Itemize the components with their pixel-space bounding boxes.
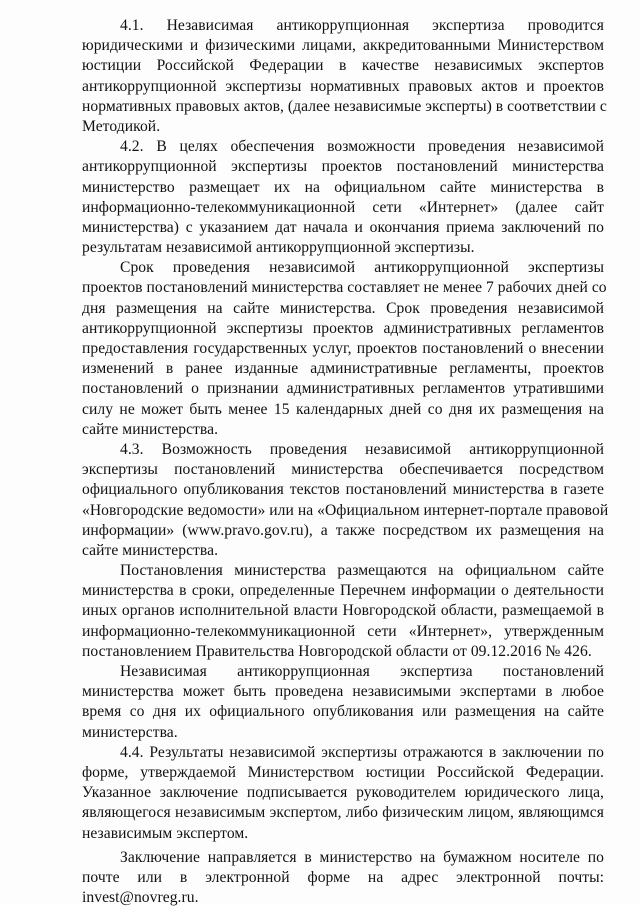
- email-address[interactable]: invest@novreg.ru.: [82, 889, 199, 907]
- text-line: министерства) с указанием дат начала и окончания приема заключений по: [82, 218, 604, 236]
- paragraph-zaklyuchenie: [82, 848, 604, 908]
- text-line: юстиции Российской Федерации в качестве независимых экспертов: [82, 57, 604, 75]
- paragraph-4-4: [82, 743, 604, 844]
- text-line: информационно-телекоммуникационной сети «Интернет», утвержденным: [82, 622, 604, 640]
- text-line: юридическими и физическими лицами, аккредитованными Министерством: [82, 37, 604, 55]
- text-line: 4.4. Результаты независимой экспертизы отражаются в заключении по: [120, 743, 604, 761]
- document-body: [82, 16, 609, 908]
- text-line: сайте министерства.: [82, 420, 219, 438]
- paragraph-nezavisimaya: [82, 662, 604, 743]
- text-line: министерства может быть проведена независимыми экспертами в любое: [82, 683, 604, 701]
- paragraph-postanovleniya: [82, 561, 604, 662]
- paragraph-4-2: [82, 137, 604, 258]
- text-line: 4.2. В целях обеспечения возможности проведения независимой: [120, 138, 604, 156]
- text-line: Указанное заключение подписывается руководителем юридического лица,: [82, 784, 604, 802]
- text-line: Заключение направляется в министерство на бумажном носителе по: [120, 848, 604, 866]
- text-line: проектов постановлений министерства составляет не менее 7 рабочих дней со: [82, 279, 607, 297]
- text-line: постановлений о признании административных регламентов утратившими: [82, 380, 604, 398]
- paragraph-srok: [82, 258, 607, 440]
- paragraph-4-3: [82, 440, 609, 561]
- text-line: изменений в ранее изданные административные регламенты, проектов: [82, 360, 604, 378]
- text-line: антикоррупционной экспертизы проектов постановлений министерства: [82, 158, 604, 176]
- text-line: постановлением Правительства Новгородской области от 09.12.2016 № 426.: [82, 642, 592, 660]
- text-line: 4.3. Возможность проведения независимой антикоррупционной: [120, 440, 604, 458]
- text-line: сайте министерства.: [82, 541, 219, 559]
- text-line: дня размещения на сайте министерства. Срок проведения независимой: [82, 299, 604, 317]
- text-line: время со дня их официального опубликования или размещения на сайте: [82, 703, 604, 721]
- text-line: результатам независимой антикоррупционной экспертизы.: [82, 239, 475, 257]
- text-line: иных органов исполнительной власти Новгородской области, размещаемой в: [82, 602, 604, 620]
- text-line: «Новгородские ведомости» или на «Официальном интернет-портале правовой: [82, 501, 609, 519]
- text-line: Методикой.: [82, 117, 161, 135]
- text-line: Срок проведения независимой антикоррупционной экспертизы: [120, 259, 604, 277]
- text-line: Независимая антикоррупционная экспертиза постановлений: [120, 663, 604, 680]
- text-line: 4.1. Независимая антикоррупционная экспертиза проводится: [120, 17, 604, 34]
- text-line: силу не может быть менее 15 календарных дней со дня их размещения на: [82, 400, 604, 418]
- text-line: антикоррупционной экспертизы проектов административных регламентов: [82, 319, 604, 337]
- text-line: информации» (www.pravo.gov.ru), а также посредством их размещения на: [82, 521, 604, 539]
- text-line: предоставления государственных услуг, проектов постановлений о внесении: [82, 340, 604, 357]
- text-line: официального опубликования текстов постановлений министерства в газете: [82, 481, 604, 499]
- text-line: форме, утверждаемой Министерством юстиции Российской Федерации.: [82, 763, 604, 781]
- text-line: министерство размещает их на официальном сайте министерства в: [82, 178, 604, 196]
- text-line: министерства.: [82, 723, 178, 741]
- text-line: являющегося независимым экспертом, либо физическим лицом, являющимся: [82, 804, 604, 822]
- text-line: почте или в электронной форме на адрес электронной почты:: [82, 868, 604, 886]
- text-line: информационно-телекоммуникационной сети «Интернет» (далее сайт: [82, 198, 604, 216]
- text-line: нормативных правовых актов, (далее независимые эксперты) в соответствии с: [82, 97, 607, 115]
- text-line: министерства в сроки, определенные Перечнем информации о деятельности: [82, 582, 604, 600]
- text-line: экспертизы постановлений министерства обеспечивается посредством: [82, 461, 604, 479]
- text-line: Постановления министерства размещаются на официальном сайте: [120, 562, 604, 580]
- text-line: антикоррупционной экспертизы нормативных правовых актов и проектов: [82, 77, 604, 95]
- text-line: независимым экспертом.: [82, 824, 249, 842]
- paragraph-4-1: [82, 16, 607, 137]
